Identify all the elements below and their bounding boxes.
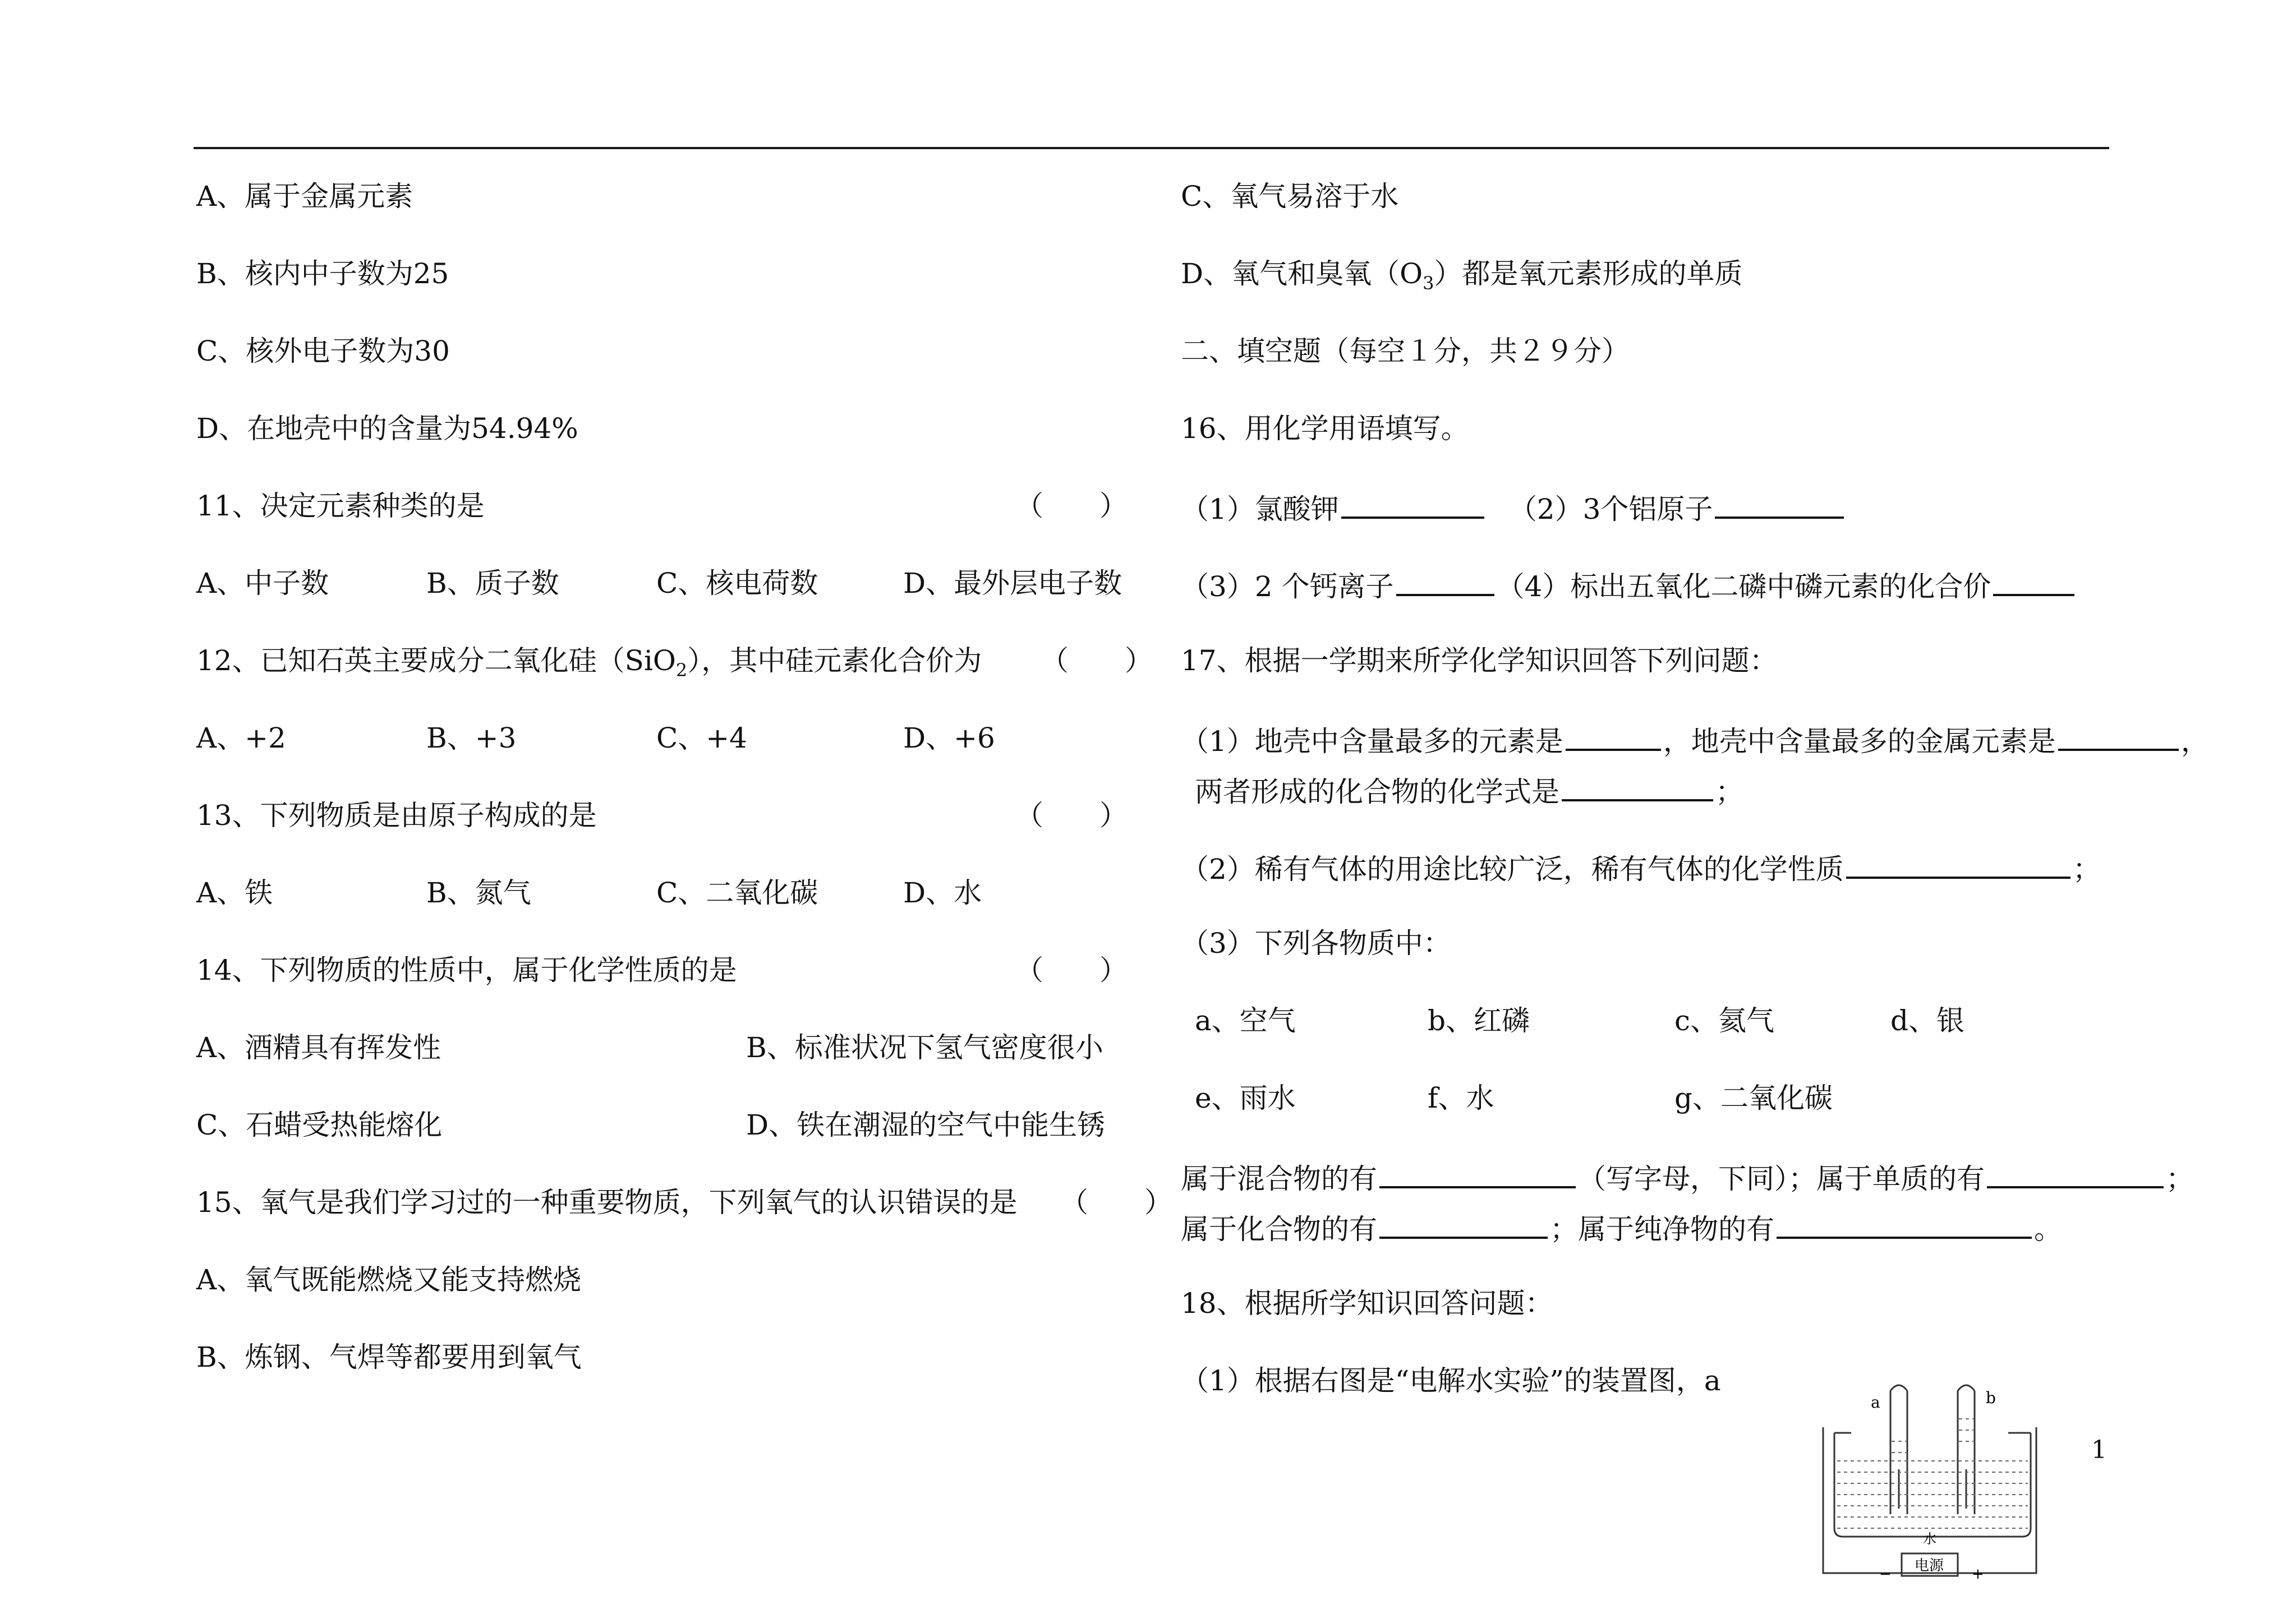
q12-stem — [196, 641, 982, 680]
q17-blank-6[interactable] — [1987, 1156, 2164, 1188]
q11-option-b: B、质子数 — [426, 567, 559, 600]
q15-stem: 15、氧气是我们学习过的一种重要物质，下列氧气的认识错误的是 — [196, 1186, 1018, 1219]
q14-option-b: B、标准状况下氢气密度很小 — [746, 1031, 1103, 1064]
q17-blank-8[interactable] — [1777, 1206, 2032, 1239]
q13-option-b: B、氮气 — [426, 877, 531, 909]
q17-part-1-text-b: ，地壳中含量最多的金属元素是 — [1663, 725, 2056, 758]
electrolysis-apparatus-figure — [1812, 1368, 2047, 1581]
q17-part-1-semicolon: ； — [1715, 776, 1743, 808]
q17-pure-label: ；属于纯净物的有 — [1550, 1213, 1774, 1246]
q16-line-2 — [1181, 564, 2077, 603]
q12-stem-post: ），其中硅元素化合价为 — [687, 644, 982, 677]
q16-blank-4[interactable] — [1993, 564, 2074, 596]
q10-option-c: C、核外电子数为30 — [196, 335, 450, 367]
q17-blank-3[interactable] — [1562, 769, 1713, 801]
q14-option-a: A、酒精具有挥发性 — [196, 1031, 441, 1064]
q17-part-1-text-a: （1）地壳中含量最多的元素是 — [1181, 725, 1563, 758]
q17-mixture-label: 属于混合物的有 — [1181, 1163, 1377, 1195]
q14-answer-paren: （ ） — [1015, 954, 1128, 986]
q12-stem-pre: 12、已知石英主要成分二氧化硅（SiO — [196, 644, 676, 677]
figure-label-minus: − — [1879, 1566, 1892, 1581]
q13-stem: 13、下列物质是由原子构成的是 — [196, 799, 597, 832]
q18-part-1: （1）根据右图是“电解水实验”的装置图，a — [1181, 1364, 1721, 1397]
q12-option-b: B、+3 — [426, 722, 517, 754]
q17-part-3: （3）下列各物质中： — [1181, 927, 1451, 960]
q17-item-f: f、水 — [1428, 1082, 1494, 1114]
q10-option-b: B、核内中子数为25 — [196, 257, 449, 290]
q13-answer-paren: （ ） — [1015, 799, 1128, 832]
q17-element-label: （写字母，下同）；属于单质的有 — [1578, 1163, 1985, 1195]
q15-answer-paren: （ ） — [1060, 1186, 1172, 1219]
q16-part-1-label: （1）氯酸钾 — [1181, 493, 1339, 525]
q16-part-3-label: （3）2 个钙离子 — [1181, 570, 1394, 603]
q17-item-b: b、红磷 — [1428, 1004, 1530, 1037]
figure-label-a: a — [1871, 1393, 1880, 1412]
q12-answer-paren: （ ） — [1041, 644, 1153, 677]
q14-stem: 14、下列物质的性质中，属于化学性质的是 — [196, 954, 737, 986]
q16-blank-3[interactable] — [1396, 564, 1494, 596]
q12-option-d: D、+6 — [903, 722, 995, 754]
q12-option-c: C、+4 — [656, 722, 747, 754]
q15-option-c: C、氧气易溶于水 — [1181, 180, 1399, 213]
q16-part-4-label: （4）标出五氧化二磷中磷元素的化合价 — [1496, 570, 1991, 603]
q17-mixture-semicolon: ； — [2166, 1163, 2194, 1195]
q17-stem: 17、根据一学期来所学化学知识回答下列问题： — [1181, 644, 1778, 677]
q17-item-d: d、银 — [1890, 1004, 1965, 1037]
q14-option-c: C、石蜡受热能熔化 — [196, 1109, 443, 1141]
q11-option-c: C、核电荷数 — [656, 567, 818, 600]
q17-part-1-line-1 — [1181, 718, 2209, 758]
q13-option-d: D、水 — [903, 877, 982, 909]
q15-option-d-post: ）都是氧元素形成的单质 — [1434, 257, 1743, 290]
q15-option-b: B、炼钢、气焊等都要用到氧气 — [196, 1341, 582, 1373]
q17-blank-4[interactable] — [1846, 846, 2070, 879]
q13-option-a: A、铁 — [196, 877, 273, 909]
q16-blank-2[interactable] — [1715, 486, 1844, 519]
q17-item-c: c、氦气 — [1674, 1004, 1775, 1037]
q17-blank-7[interactable] — [1379, 1206, 1548, 1239]
q13-option-c: C、二氧化碳 — [656, 877, 818, 909]
q17-compound-line — [1181, 1206, 2062, 1246]
q17-blank-5[interactable] — [1379, 1156, 1576, 1188]
q18-stem: 18、根据所学知识回答问题： — [1181, 1287, 1553, 1320]
q15-option-a: A、氧气既能燃烧又能支持燃烧 — [196, 1264, 582, 1296]
q17-blank-1[interactable] — [1566, 718, 1661, 751]
q17-part-2 — [1181, 846, 2101, 886]
figure-label-power: 电源 — [1915, 1557, 1944, 1574]
q11-option-a: A、中子数 — [196, 567, 329, 600]
q17-item-e: e、雨水 — [1195, 1082, 1296, 1114]
header-rule — [194, 147, 2109, 149]
q17-part-2-semicolon: ； — [2072, 853, 2101, 886]
q15-option-d-pre: D、氧气和臭氧（O — [1181, 257, 1423, 290]
q11-stem: 11、决定元素种类的是 — [196, 490, 485, 522]
q17-part-1-text-d: 两者形成的化合物的化学式是 — [1195, 776, 1559, 808]
q17-compound-period: 。 — [2034, 1213, 2062, 1246]
q17-mixture-line — [1181, 1156, 2194, 1195]
page-number: 1 — [2091, 1436, 2107, 1464]
q17-item-g: g、二氧化碳 — [1674, 1082, 1833, 1114]
q17-part-1-line-2 — [1195, 769, 1743, 808]
q17-blank-2[interactable] — [2058, 718, 2179, 751]
q16-stem: 16、用化学用语填写。 — [1181, 412, 1469, 445]
q17-part-2-text: （2）稀有气体的用途比较广泛，稀有气体的化学性质 — [1181, 853, 1844, 886]
figure-label-water: 水 — [1923, 1531, 1936, 1547]
q17-item-a: a、空气 — [1195, 1004, 1296, 1037]
q17-part-1-comma: ， — [2180, 725, 2209, 758]
q11-option-d: D、最外层电子数 — [903, 567, 1122, 600]
section-2-heading: 二、填空题（每空１分，共２９分） — [1181, 335, 1630, 367]
q14-option-d: D、铁在潮湿的空气中能生锈 — [746, 1109, 1106, 1141]
q10-option-d: D、在地壳中的含量为54.94% — [196, 412, 578, 445]
q16-line-1 — [1181, 486, 1846, 525]
q15-option-d-sub: 3 — [1423, 273, 1434, 294]
figure-label-b: b — [1986, 1389, 1996, 1407]
q12-stem-sub: 2 — [675, 660, 688, 681]
q12-option-a: A、+2 — [196, 722, 286, 754]
q11-answer-paren: （ ） — [1015, 490, 1128, 522]
q15-option-d — [1181, 254, 1742, 293]
q16-blank-1[interactable] — [1341, 486, 1484, 519]
q10-option-a: A、属于金属元素 — [196, 180, 413, 213]
figure-label-plus: + — [1972, 1566, 1984, 1581]
q16-part-2-label: （2）3个铝原子 — [1508, 493, 1713, 525]
q17-compound-label: 属于化合物的有 — [1181, 1213, 1377, 1246]
